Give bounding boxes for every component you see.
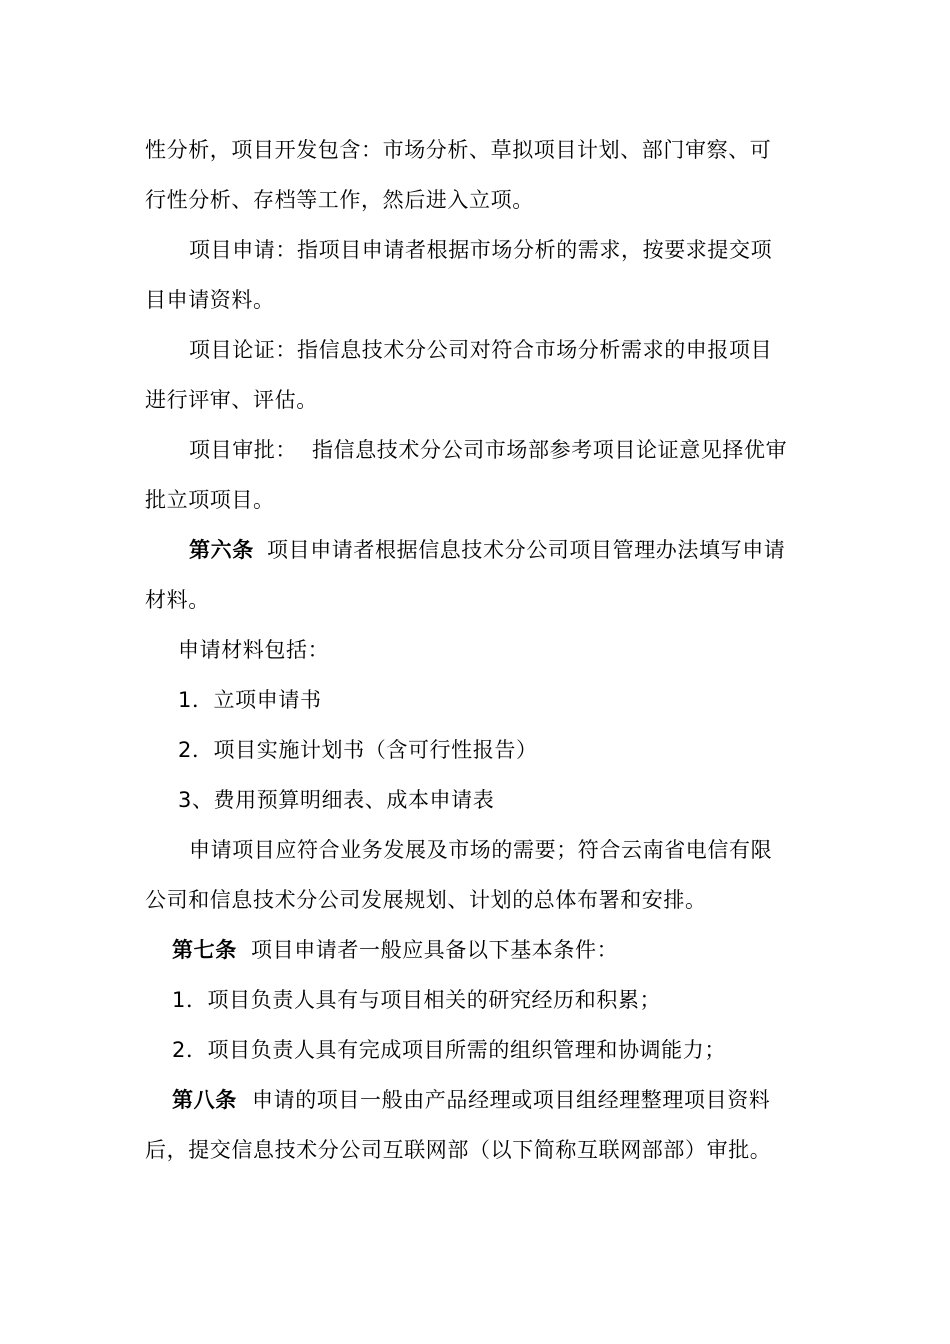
paragraph-line: 指信息技术分公司市场部参考项目论证意见择优审 bbox=[312, 438, 788, 462]
list-item: 3、费用预算明细表、成本申请表 bbox=[178, 788, 495, 812]
paragraph-line: 性分析，项目开发包含：市场分析、草拟项目计划、部门审察、可 bbox=[145, 138, 772, 162]
paragraph-line: 批立项项目。 bbox=[145, 488, 275, 512]
paragraph-line: 项目申请：指项目申请者根据市场分析的需求，按要求提交项 bbox=[189, 238, 773, 262]
paragraph-line: 申请的项目一般由产品经理或项目组经理整理项目资料 bbox=[252, 1088, 771, 1112]
paragraph-line: 行性分析、存档等工作，然后进入立项。 bbox=[145, 188, 534, 212]
paragraph-line: 项目申请者一般应具备以下基本条件： bbox=[251, 938, 619, 962]
paragraph-line: 后，提交信息技术分公司互联网部（以下简称互联网部部）审批。 bbox=[145, 1138, 772, 1162]
list-item: 1．项目负责人具有与项目相关的研究经历和积累； bbox=[172, 988, 662, 1012]
article-heading-8: 第八条 bbox=[172, 1088, 237, 1112]
paragraph-line: 项目审批： bbox=[189, 438, 297, 462]
paragraph-line: 项目论证：指信息技术分公司对符合市场分析需求的申报项目 bbox=[189, 338, 773, 362]
paragraph-line: 材料。 bbox=[145, 588, 210, 612]
list-item: 2．项目实施计划书（含可行性报告） bbox=[178, 738, 538, 762]
article-heading-6: 第六条 bbox=[189, 538, 254, 562]
article-heading-7: 第七条 bbox=[172, 938, 237, 962]
paragraph-line: 项目申请者根据信息技术分公司项目管理办法填写申请 bbox=[267, 538, 786, 562]
list-heading: 申请材料包括： bbox=[178, 638, 330, 662]
paragraph-line: 公司和信息技术分公司发展规划、计划的总体布署和安排。 bbox=[145, 888, 707, 912]
paragraph-line: 目申请资料。 bbox=[145, 288, 275, 312]
paragraph-line: 申请项目应符合业务发展及市场的需要；符合云南省电信有限 bbox=[189, 838, 773, 862]
paragraph-line: 进行评审、评估。 bbox=[145, 388, 318, 412]
list-item: 2．项目负责人具有完成项目所需的组织管理和协调能力； bbox=[172, 1038, 726, 1062]
list-item: 1．立项申请书 bbox=[178, 688, 322, 712]
